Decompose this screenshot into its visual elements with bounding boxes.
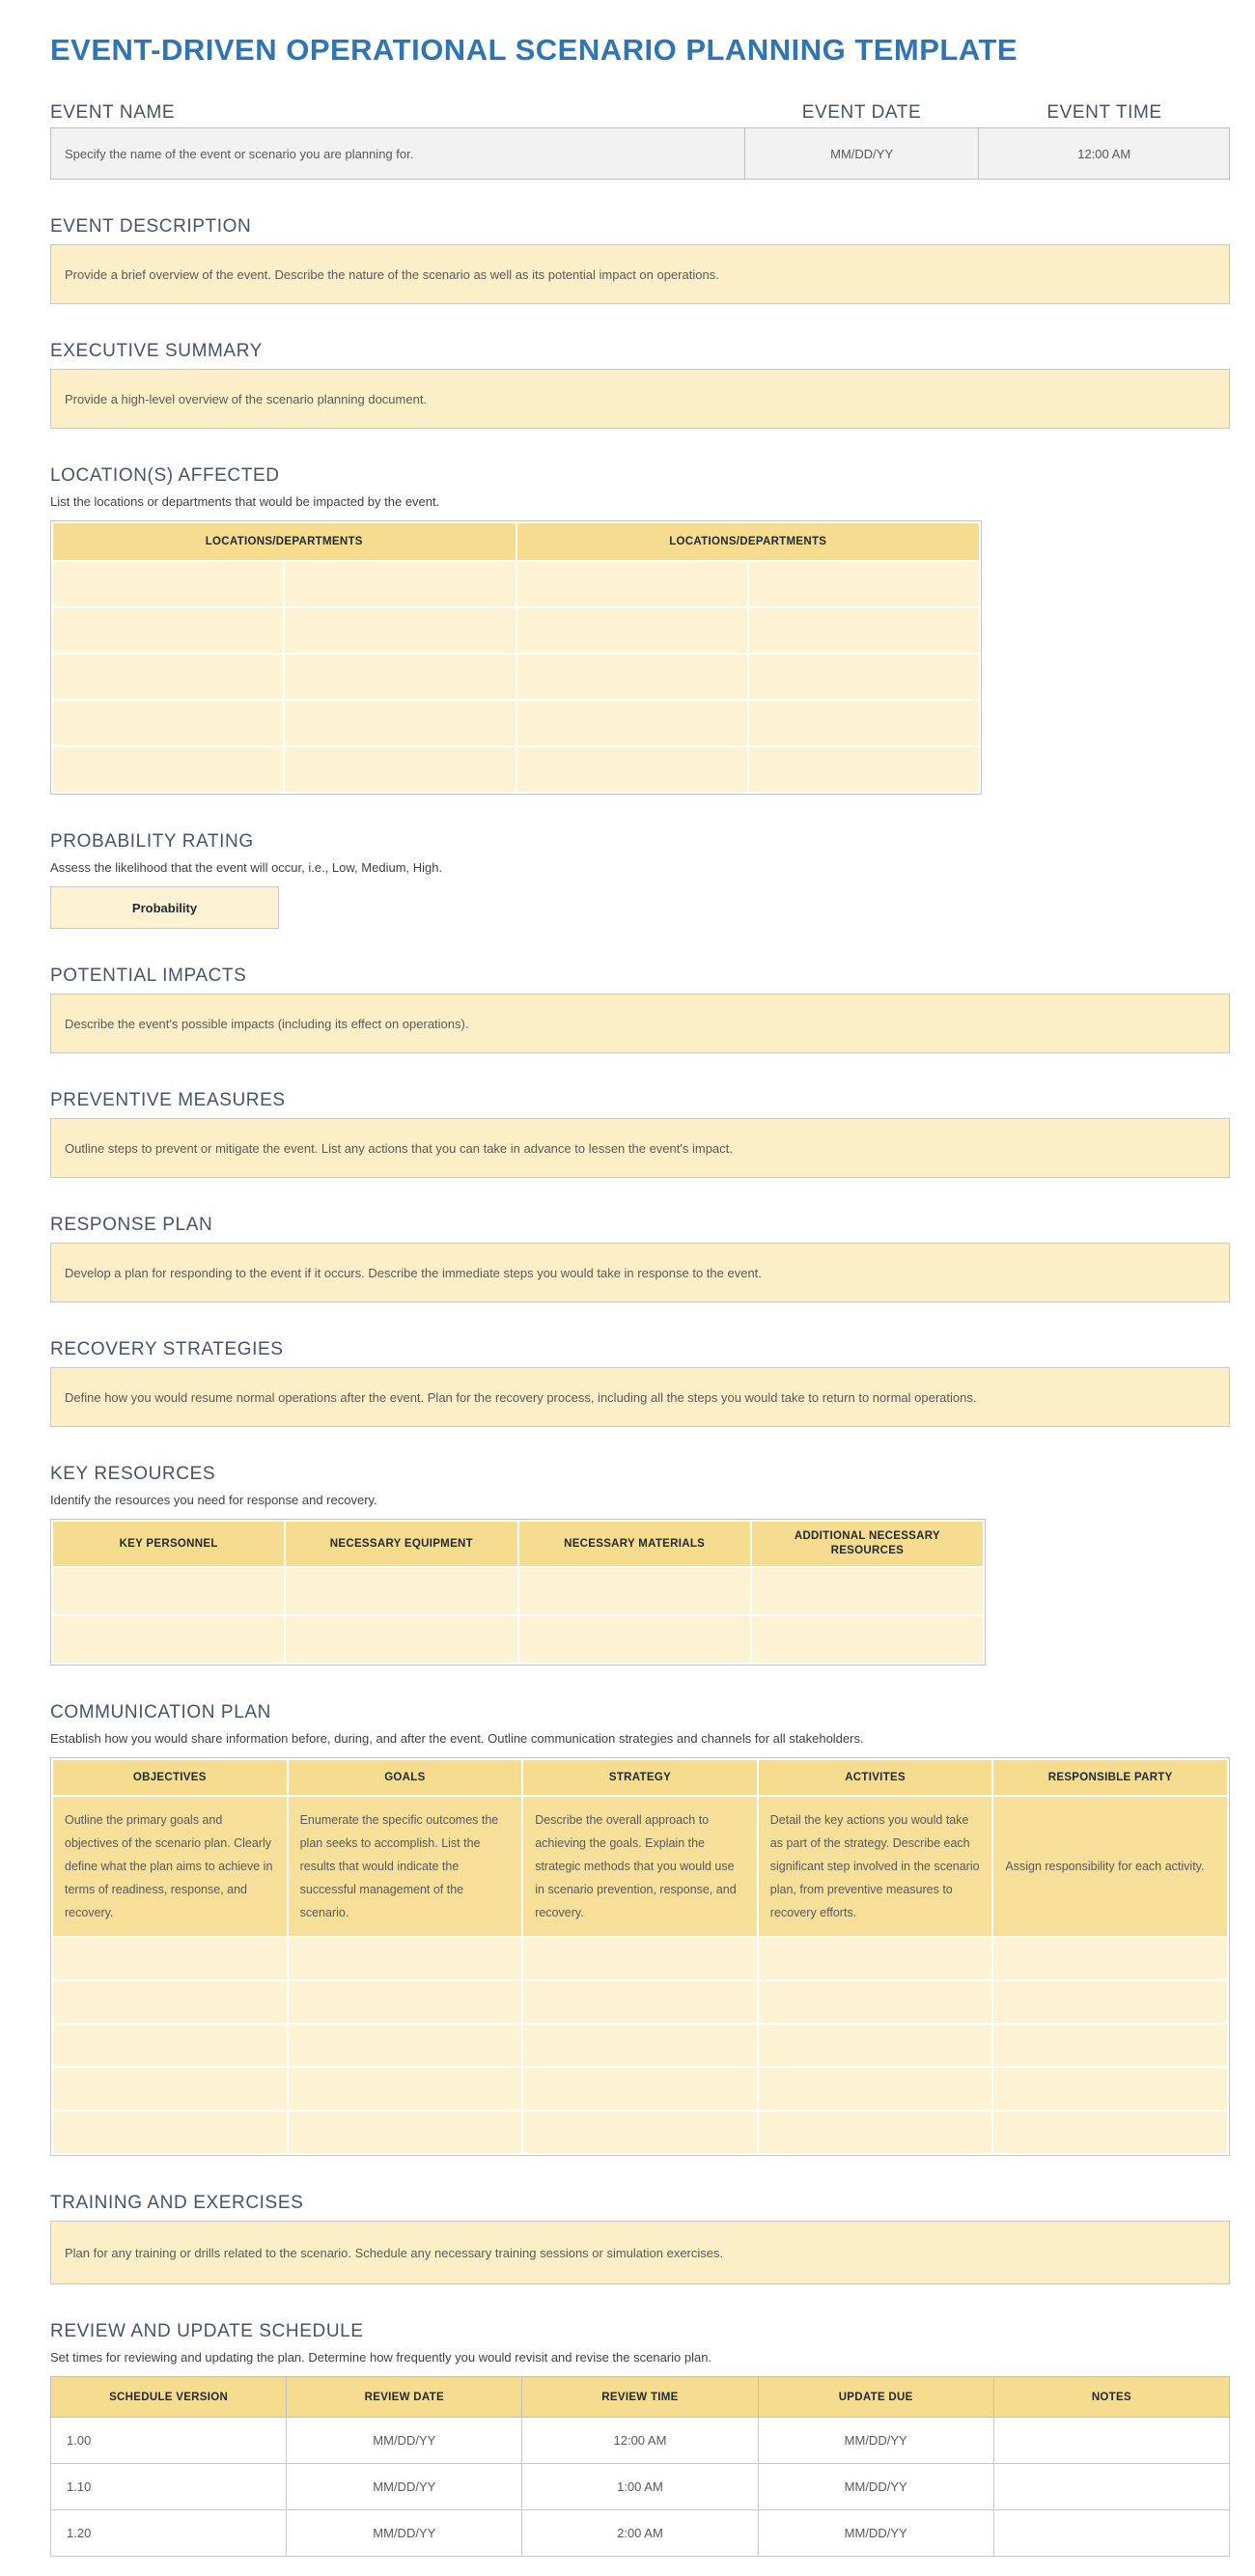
event-header-labels [50, 100, 1230, 126]
communication-cell[interactable] [523, 2112, 757, 2153]
resources-cell[interactable] [53, 1568, 284, 1614]
preventive-measures-section [50, 1088, 1230, 1178]
preventive-measures-field[interactable] [50, 1118, 1230, 1178]
event-description-placeholder: Provide a brief overview of the event. Describe the nature of the scenario as well as its potential impact on operations. [65, 266, 719, 282]
objectives-description-cell[interactable]: Outline the primary goals and objectives of the scenario plan. Clearly define what the plan aims to achieve in terms of readiness, response, and recovery. [53, 1797, 287, 1936]
probability-rating-section [50, 829, 1230, 929]
probability-field[interactable] [50, 886, 279, 929]
review-date-cell[interactable]: MM/DD/YY [287, 2418, 522, 2464]
preventive-measures-heading: PREVENTIVE MEASURES [50, 1090, 286, 1110]
page-title: EVENT-DRIVEN OPERATIONAL SCENARIO PLANNING TEMPLATE [50, 33, 1018, 67]
event-date-field[interactable] [744, 128, 979, 179]
notes-header: NOTES [993, 2377, 1229, 2418]
review-schedule-row [51, 2464, 1230, 2510]
communication-cell[interactable] [993, 1981, 1227, 2023]
communication-cell[interactable] [289, 1938, 522, 1979]
communication-plan-subtitle: Establish how you would share information before, during, and after the event. Outline communication strategies and channels for all stakeholders. [50, 1731, 864, 1746]
communication-cell[interactable] [289, 1981, 522, 2023]
activities-header: ACTIVITES [759, 1760, 992, 1795]
goals-description-cell[interactable]: Enumerate the specific outcomes the plan seeks to accomplish. List the results that would indicate the successful management of the scenario. [289, 1797, 522, 1936]
locations-cell[interactable] [749, 701, 979, 745]
potential-impacts-section [50, 964, 1230, 1053]
locations-cell[interactable] [749, 562, 979, 606]
event-date-value: MM/DD/YY [830, 146, 894, 161]
event-description-section [50, 214, 1230, 304]
communication-cell[interactable] [53, 1981, 287, 2023]
preventive-measures-placeholder: Outline steps to prevent or mitigate the event. List any actions that you can take in advance to lessen the event's impact. [65, 1140, 733, 1156]
communication-cell[interactable] [523, 1938, 757, 1979]
communication-cell[interactable] [53, 2112, 287, 2153]
key-resources-section [50, 1462, 1230, 1666]
resources-cell[interactable] [519, 1616, 750, 1663]
communication-cell[interactable] [523, 2025, 757, 2066]
locations-cell[interactable] [285, 608, 515, 653]
objectives-header: OBJECTIVES [53, 1760, 287, 1795]
resources-cell[interactable] [53, 1616, 284, 1663]
goals-header: GOALS [289, 1760, 522, 1795]
strategy-description-cell[interactable]: Describe the overall approach to achieving the goals. Explain the strategic methods that you would use in scenario prevention, response, and recovery. [523, 1797, 757, 1936]
potential-impacts-heading: POTENTIAL IMPACTS [50, 966, 247, 986]
executive-summary-field[interactable] [50, 369, 1230, 429]
communication-plan-row [53, 2068, 1227, 2110]
communication-plan-description-row [53, 1797, 1227, 1936]
review-time-header: REVIEW TIME [522, 2377, 758, 2418]
event-description-field[interactable] [50, 244, 1230, 304]
probability-label: Probability [131, 900, 198, 915]
review-update-schedule-subtitle: Set times for reviewing and updating the plan. Determine how frequently you would revisit and revise the scenario plan. [50, 2350, 712, 2365]
communication-cell[interactable] [993, 2112, 1227, 2153]
executive-summary-section [50, 339, 1230, 429]
key-resources-header-row [53, 1522, 983, 1566]
communication-cell[interactable] [523, 2068, 757, 2110]
locations-header-left: LOCATIONS/DEPARTMENTS [53, 523, 516, 560]
schedule-version-header: SCHEDULE VERSION [51, 2377, 287, 2418]
communication-plan-row [53, 2112, 1227, 2153]
training-exercises-heading: TRAINING AND EXERCISES [50, 2193, 304, 2213]
locations-affected-subtitle: List the locations or departments that would be impacted by the event. [50, 494, 440, 509]
resources-cell[interactable] [519, 1568, 750, 1614]
communication-cell[interactable] [759, 2112, 992, 2153]
key-personnel-header: KEY PERSONNEL [53, 1522, 284, 1566]
executive-summary-placeholder: Provide a high-level overview of the scenario planning document. [65, 391, 428, 406]
review-schedule-table [50, 2376, 1230, 2557]
training-exercises-placeholder: Plan for any training or drills related to the scenario. Schedule any necessary training sessions or simulation exercises. [65, 2245, 724, 2260]
recovery-strategies-field[interactable] [50, 1367, 1230, 1427]
review-schedule-header-row [51, 2377, 1230, 2418]
additional-resources-header: ADDITIONAL NECESSARY RESOURCES [752, 1522, 983, 1566]
training-exercises-section [50, 2191, 1230, 2284]
locations-table [50, 520, 982, 795]
resources-cell[interactable] [286, 1568, 516, 1614]
communication-cell[interactable] [53, 2068, 287, 2110]
review-time-cell[interactable]: 1:00 AM [522, 2464, 758, 2510]
probability-rating-subtitle: Assess the likelihood that the event will occur, i.e., Low, Medium, High. [50, 860, 443, 875]
responsible-party-header: RESPONSIBLE PARTY [993, 1760, 1227, 1795]
event-time-label: EVENT TIME [1046, 102, 1162, 123]
locations-cell[interactable] [285, 562, 515, 606]
locations-cell[interactable] [517, 655, 747, 699]
locations-cell[interactable] [53, 701, 283, 745]
review-time-cell[interactable]: 2:00 AM [522, 2510, 758, 2557]
update-due-cell[interactable]: MM/DD/YY [758, 2418, 993, 2464]
locations-row [53, 562, 979, 606]
potential-impacts-placeholder: Describe the event's possible impacts (including its effect on operations). [65, 1016, 469, 1031]
locations-cell[interactable] [749, 608, 979, 653]
event-time-value: 12:00 AM [1077, 146, 1131, 161]
recovery-strategies-section [50, 1337, 1230, 1427]
schedule-version-cell[interactable]: 1.00 [51, 2418, 287, 2464]
response-plan-placeholder: Develop a plan for responding to the event if it occurs. Describe the immediate steps you would take in response to the event. [65, 1265, 762, 1280]
executive-summary-heading: EXECUTIVE SUMMARY [50, 341, 263, 361]
update-due-cell[interactable]: MM/DD/YY [758, 2464, 993, 2510]
review-update-schedule-section [50, 2319, 1230, 2557]
locations-cell[interactable] [285, 655, 515, 699]
locations-row [53, 701, 979, 745]
responsible-party-description-cell[interactable]: Assign responsibility for each activity. [993, 1797, 1227, 1936]
necessary-materials-header: NECESSARY MATERIALS [519, 1522, 750, 1566]
event-header-section [50, 100, 1230, 180]
review-update-schedule-heading: REVIEW AND UPDATE SCHEDULE [50, 2321, 364, 2341]
review-time-cell[interactable]: 12:00 AM [522, 2418, 758, 2464]
event-header-table [50, 127, 1230, 180]
locations-cell[interactable] [53, 562, 283, 606]
locations-cell[interactable] [517, 701, 747, 745]
notes-cell[interactable] [993, 2464, 1229, 2510]
locations-header-row [53, 523, 979, 560]
review-date-header: REVIEW DATE [287, 2377, 522, 2418]
key-resources-table [50, 1519, 986, 1666]
locations-affected-heading: LOCATION(S) AFFECTED [50, 465, 280, 486]
communication-cell[interactable] [993, 2068, 1227, 2110]
event-name-placeholder: Specify the name of the event or scenario you are planning for. [65, 146, 414, 161]
training-exercises-field[interactable] [50, 2221, 1230, 2284]
recovery-strategies-heading: RECOVERY STRATEGIES [50, 1339, 284, 1359]
review-schedule-row [51, 2418, 1230, 2464]
key-resources-heading: KEY RESOURCES [50, 1464, 216, 1484]
communication-cell[interactable] [993, 2025, 1227, 2066]
locations-cell[interactable] [517, 608, 747, 653]
key-resources-subtitle: Identify the resources you need for response and recovery. [50, 1493, 377, 1507]
review-date-cell[interactable]: MM/DD/YY [287, 2464, 522, 2510]
locations-cell[interactable] [749, 655, 979, 699]
locations-cell[interactable] [285, 747, 515, 792]
locations-cell[interactable] [53, 655, 283, 699]
locations-cell[interactable] [285, 701, 515, 745]
locations-cell[interactable] [749, 747, 979, 792]
resources-cell[interactable] [286, 1616, 516, 1663]
resources-cell[interactable] [752, 1616, 983, 1663]
communication-cell[interactable] [523, 1981, 757, 2023]
locations-affected-section [50, 463, 1230, 795]
update-due-header: UPDATE DUE [758, 2377, 993, 2418]
communication-cell[interactable] [53, 1938, 287, 1979]
response-plan-section [50, 1213, 1230, 1302]
key-resources-row [53, 1568, 983, 1614]
recovery-strategies-placeholder: Define how you would resume normal operations after the event. Plan for the recovery process, including all the steps you would take to return to normal operations. [65, 1389, 977, 1405]
communication-plan-header-row [53, 1760, 1227, 1795]
locations-row [53, 655, 979, 699]
communication-cell[interactable] [289, 2068, 522, 2110]
notes-cell[interactable] [993, 2418, 1229, 2464]
probability-rating-heading: PROBABILITY RATING [50, 831, 254, 852]
communication-cell[interactable] [289, 2025, 522, 2066]
resources-cell[interactable] [752, 1568, 983, 1614]
event-description-heading: EVENT DESCRIPTION [50, 216, 252, 237]
locations-row [53, 747, 979, 792]
locations-cell[interactable] [53, 608, 283, 653]
locations-header-right: LOCATIONS/DEPARTMENTS [517, 523, 980, 560]
response-plan-field[interactable] [50, 1243, 1230, 1302]
event-date-label: EVENT DATE [801, 102, 922, 123]
schedule-version-cell[interactable]: 1.20 [51, 2510, 287, 2557]
key-resources-row [53, 1616, 983, 1663]
activities-description-cell[interactable]: Detail the key actions you would take as part of the strategy. Describe each significant step involved in the scenario plan, from preventive measures to recovery efforts. [759, 1797, 992, 1936]
communication-plan-row [53, 1938, 1227, 1979]
communication-plan-table [50, 1757, 1230, 2156]
communication-cell[interactable] [759, 1938, 992, 1979]
locations-cell[interactable] [517, 562, 747, 606]
review-date-cell[interactable]: MM/DD/YY [287, 2510, 522, 2557]
schedule-version-cell[interactable]: 1.10 [51, 2464, 287, 2510]
communication-cell[interactable] [289, 2112, 522, 2153]
event-name-field[interactable] [51, 128, 744, 179]
update-due-cell[interactable]: MM/DD/YY [758, 2510, 993, 2557]
communication-cell[interactable] [759, 2068, 992, 2110]
event-name-label: EVENT NAME [50, 102, 176, 123]
communication-cell[interactable] [53, 2025, 287, 2066]
communication-plan-heading: COMMUNICATION PLAN [50, 1702, 271, 1722]
communication-plan-row [53, 1981, 1227, 2023]
notes-cell[interactable] [993, 2510, 1229, 2557]
strategy-header: STRATEGY [523, 1760, 757, 1795]
communication-cell[interactable] [993, 1938, 1227, 1979]
communication-cell[interactable] [759, 1981, 992, 2023]
review-schedule-row [51, 2510, 1230, 2557]
communication-cell[interactable] [759, 2025, 992, 2066]
locations-cell[interactable] [517, 747, 747, 792]
communication-plan-section [50, 1700, 1230, 2156]
event-time-field[interactable] [978, 128, 1229, 179]
necessary-equipment-header: NECESSARY EQUIPMENT [286, 1522, 516, 1566]
potential-impacts-field[interactable] [50, 994, 1230, 1053]
locations-row [53, 608, 979, 653]
locations-cell[interactable] [53, 747, 283, 792]
communication-plan-row [53, 2025, 1227, 2066]
response-plan-heading: RESPONSE PLAN [50, 1215, 213, 1235]
